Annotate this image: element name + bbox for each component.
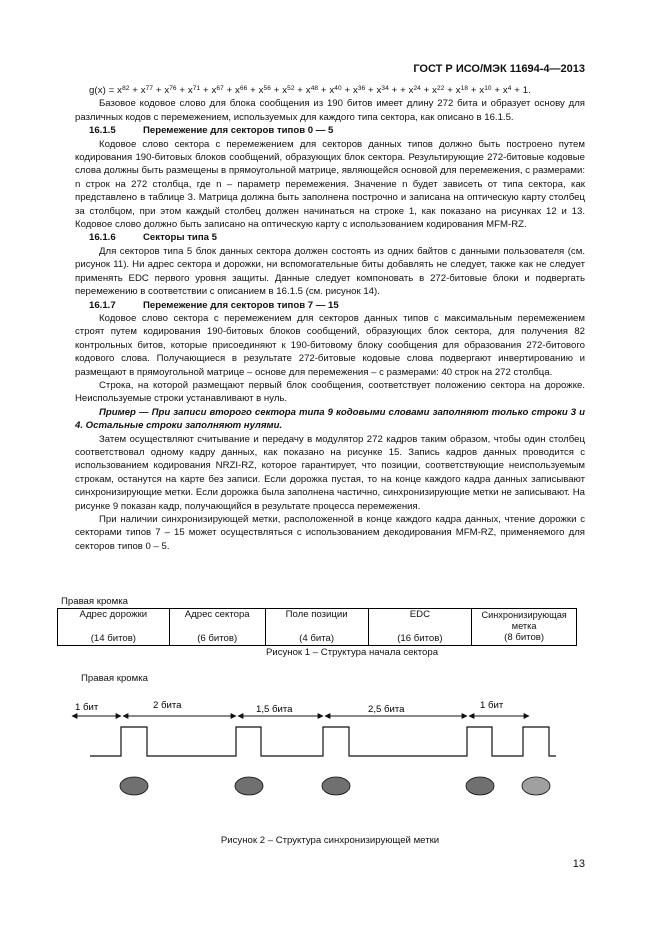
polynomial-terms: $x^{82} + x^{77} + x^{76} + x^{71} + x^{67} + x^{66} + x^{56} + x^{52} + x^{48} + x^{40} + x^{36} + x^{34}$ + + $x^{24} + x^{22} + x^{18} + x^{10} + x^4 + 1$. [117, 85, 531, 96]
figure-2-caption: Рисунок 2 – Структура синхронизирующей метки [220, 835, 440, 846]
paragraph: Строка, на которой размещают первый блок сообщения, соответствует положению сектора на дорожке. Неиспользуемые строки устанавливают в нуль. [75, 379, 585, 405]
document-header: ГОСТ Р ИСО/МЭК 11694-4—2013 [413, 63, 585, 75]
polynomial-term: x [117, 85, 123, 96]
polynomial-term: x [140, 85, 146, 96]
figure-1-caption: Рисунок 1 – Структура начала сектора [265, 647, 439, 658]
sector-header-table [57, 608, 577, 646]
pulse-waveform [90, 727, 556, 756]
section-heading-16-1-5: 16.1.5 Перемежение для секторов типов 0 — 5 [89, 125, 334, 137]
sync-mark [466, 777, 494, 795]
sync-mark [235, 777, 263, 795]
interval-label: 2 бита [153, 700, 182, 711]
paragraph: Кодовое слово сектора с перемежением для секторов данных типов должно быть построено путем кодирования 190-битовых блоков сообщений, образующих блок сектора. Результирующие 272-битовые кодовые слова должны быть размещены в прямоугольной матрице, являющейся основой для перемежения, с размерами: n строк на 272 столбца, где n – параметр перемежения. Значение n будет зависеть от типа сектора, как представлено в таблице 3. Матрица должна быть заполнена построчно и записана на оптическую карту столбец за столбцом, при этом каждый столбец должен начинаться на строке 1, как показано на рисунках 12 и 13. Кодовое слово должно быть записано на оптическую карту с использованием кодирования MFM-RZ. [75, 138, 585, 231]
generator-polynomial: $g(x) = x^{82} + x^{77} + x^{76} + x^{71} + x^{67} + x^{66} + x^{56} + x^{52} + x^{48} + x^{40} + x^{36} + x^{34}$ + + $x^{24} + x^{22} + x^{18} + x^{10} + x^4 + 1$. [89, 85, 531, 96]
polynomial-term: x [187, 85, 193, 96]
figure-1 [57, 596, 577, 658]
sync-mark [120, 777, 148, 795]
cell-sync-mark: Синхронизирующая метка (8 битов) [472, 609, 577, 646]
sync-mark-last [522, 777, 550, 795]
interval-label: 1 бит [75, 702, 99, 713]
figure-2 [60, 668, 580, 848]
polynomial-term: x [164, 85, 170, 96]
paragraph: Для секторов типа 5 блок данных сектора должен состоять из одних байтов с данными пользователя (см. рисунок 11). Ни адрес сектора и дорожки, ни вспомогательные биты добавлять не следует, также как не следует применять EDC первого уровня защиты. Данные следует компоновать в 272-битовые блоки и подвергать перемежению в соответствии с описанием в 16.1.5 (см. рисунок 14). [75, 245, 585, 298]
paragraph: Базовое кодовое слово для блока сообщения из 190 битов имеет длину 272 бита и образует основу для различных кодов с перемежением, используемых для каждого типа сектора, как описано в 16.1.5. [75, 98, 585, 123]
sync-mark [322, 777, 350, 795]
document-body [75, 84, 585, 553]
cell-position-field: Поле позиции (4 бита) [265, 609, 368, 646]
paragraph: Кодовое слово сектора с перемежением для секторов данных типов с максимальным перемежением строят путем кодирования 190-битовых блоков сообщений, образующих блок сектора, для получения 82 контрольных битов, которые присоединяют к 190-битовому блоку сообщения для образования 272-битового кодового слова. Получающиеся в результате 272-битовые кодовые слова подвергают инвертированию и размещают в прямоугольной матрице – основе для перемежения – с размерами: 40 строк на 272 столбца. [75, 312, 585, 378]
paragraph: При наличии синхронизирующей метки, расположенной в конце каждого кадра данных, чтение дорожки с секторами типов 7 – 15 может осуществляться с использованием декодирования MFM-RZ, применяемого для секторов типов 0 – 5. [75, 514, 585, 552]
polynomial-term: x [479, 85, 485, 96]
polynomial-term: x [211, 85, 217, 96]
sync-mark-diagram [60, 668, 580, 818]
polynomial-term: x [455, 85, 461, 96]
page-number: 13 [572, 858, 585, 870]
polynomial-term: x [235, 85, 240, 96]
interval-label: 1 бит [480, 700, 504, 711]
section-heading-16-1-7: 16.1.7 Перемежение для секторов типов 7 — 15 [89, 299, 339, 311]
section-heading-16-1-6: 16.1.6 Секторы типа 5 [89, 232, 217, 244]
polynomial-term: x [352, 85, 358, 96]
figure-1-edge-label: Правая кромка [61, 596, 128, 607]
polynomial-term: x [305, 85, 311, 96]
cell-track-address: Адрес дорожки (14 битов) [58, 609, 170, 646]
cell-sector-address: Адрес сектора (6 битов) [169, 609, 265, 646]
polynomial-term: x [408, 85, 414, 96]
polynomial-term: x [502, 85, 508, 96]
example-note: Пример — При записи второго сектора типа 9 кодовыми словами заполняют только строки 3 и 4. Остальные строки заполняют нулями. [75, 406, 585, 432]
cell-edc: EDC (16 битов) [368, 609, 472, 646]
polynomial-term: x [282, 85, 288, 96]
polynomial-term: x [376, 85, 382, 96]
figure-2-edge-label: Правая кромка [81, 673, 148, 684]
polynomial-term: x [432, 85, 438, 96]
polynomial-term: x [258, 85, 264, 96]
polynomial-term: x [329, 85, 335, 96]
interval-label: 2,5 бита [368, 704, 405, 715]
interval-label: 1,5 бита [256, 704, 293, 715]
paragraph: Затем осуществляют считывание и передачу в модулятор 272 кадров таким образом, чтобы один столбец соответствовал одному кадру данных, как показано на рисунке 15. Запись кадров данных проводится с использованием кодирования NRZI-RZ, которое гарантирует, что позиции, соответствующие неиспользуемым строкам, останутся на карте без записи. Если дорожка пустая, то на конце каждого кадра данных записывают синхронизирующие метки. Если дорожка была заполнена частично, синхронизирующие метки не записывают. На рисунке 9 показан кадр, получающийся в результате процесса перемежения. [75, 433, 585, 512]
